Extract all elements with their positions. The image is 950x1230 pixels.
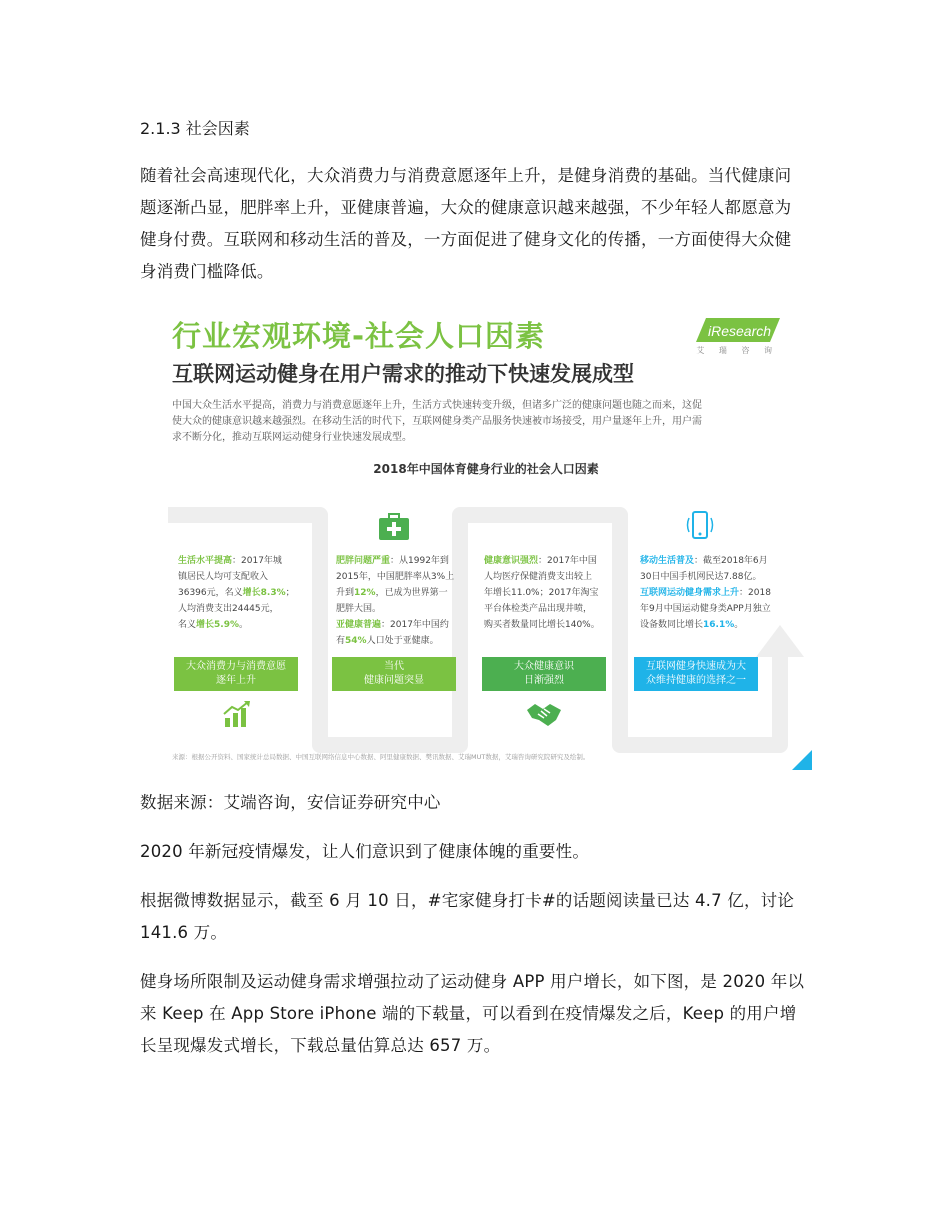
highlight-text: 增长5.9% (196, 620, 239, 630)
card-text-segment: 30日中国手机网民达7.88亿。 (640, 572, 762, 582)
card-line (336, 569, 466, 585)
text-line: 长呈现爆发式增长，下载总量估算总达 657 万。 (140, 1036, 501, 1055)
card-obesity (336, 553, 466, 649)
card-text-segment: ； (285, 588, 295, 598)
card-text-segment: 年9月中国运动健身类APP月独立 (640, 604, 771, 614)
card-line (178, 569, 308, 585)
corner-decoration (792, 750, 812, 770)
card-text-segment: 人口处于亚健康。 (366, 636, 439, 646)
card-text-segment: 36396元，名义 (178, 588, 243, 598)
card-text-segment: 有 (336, 636, 346, 646)
intro-line: 使大众的健康意识越来越强烈。在移动生活的时代下，互联网健身类产品服务快速被市场接受，用户量逐年上升，用户需 (172, 416, 702, 427)
text-line: 随着社会高速现代化，大众消费力与消费意愿逐年上升，是健身消费的基础。当代健康问 (140, 166, 792, 185)
card-line (640, 585, 790, 601)
paragraph-weibo (140, 885, 812, 949)
card-mobile-life (640, 553, 790, 633)
text-line: 来 Keep 在 App Store iPhone 端的下载量，可以看到在疫情爆发之后，Keep 的用户增 (140, 1004, 797, 1023)
label-health-issues (332, 657, 456, 691)
text-line: 题逐渐凸显，肥胖率上升，亚健康普遍，大众的健康意识越来越强，不少年轻人都愿意为 (140, 198, 792, 217)
card-text-segment: ：2017年城 (232, 556, 282, 566)
highlight-text: 互联网运动健身需求上升 (640, 588, 740, 598)
paragraph-pandemic: 2020 年新冠疫情爆发，让人们意识到了健康体魄的重要性。 (140, 842, 590, 861)
text-line: 身消费门槛降低。 (140, 262, 274, 281)
card-text-segment: ：2017年中国约 (381, 620, 449, 630)
intro-line: 中国大众生活水平提高，消费力与消费意愿逐年上升，生活方式快速转变升级，但诸多广泛的健康问题也随之而来，这促 (172, 400, 702, 411)
iresearch-logo (692, 316, 780, 344)
label-internet-fitness (634, 657, 758, 691)
card-text-segment: 人均医疗保健消费支出较上 (484, 572, 593, 582)
label-line: 逐年上升 (216, 675, 256, 686)
card-text-segment: 升到 (336, 588, 355, 598)
card-text-segment: 年增长11.0%；2017年淘宝 (484, 588, 599, 598)
card-line (178, 553, 308, 569)
card-line (484, 585, 614, 601)
card-line (484, 617, 614, 633)
card-line (336, 617, 466, 633)
label-line: 日渐强烈 (524, 675, 564, 686)
highlight-text: 54% (345, 636, 367, 646)
card-line (178, 617, 308, 633)
card-text-segment: 2015年，中国肥胖率从3%上 (336, 572, 455, 582)
intro-line: 求不断分化，推动互联网运动健身行业快速发展成型。 (172, 432, 412, 443)
text-line: 健身付费。互联网和移动生活的普及，一方面促进了健身文化的传播，一方面使得大众健 (140, 230, 792, 249)
label-line: 大众消费力与消费意愿 (186, 661, 286, 672)
card-line (484, 569, 614, 585)
highlight-text: 肥胖问题严重 (336, 556, 391, 566)
chart-title: 2018年中国体育健身行业的社会人口因素 (373, 462, 599, 476)
smartphone-icon (685, 510, 715, 544)
card-line (640, 553, 790, 569)
text-line: 根据微博数据显示，截至 6 月 10 日，#宅家健身打卡#的话题阅读量已达 4.7 亿，讨论 (140, 891, 795, 910)
highlight-text: 生活水平提高 (178, 556, 233, 566)
card-line (336, 601, 466, 617)
figure-title: 行业宏观环境-社会人口因素 (172, 319, 546, 353)
card-line (640, 617, 790, 633)
figure-subtitle: 互联网运动健身在用户需求的推动下快速发展成型 (172, 362, 634, 386)
card-text-segment: ，已成为世界第一 (375, 588, 448, 598)
figure-source: 来源：根据公开资料、国家统计总局数据、中国互联网络信息中心数据、阿里健康数据、樊讯数据、艾瑞MUT数据，艾瑞咨询研究院研究及绘制。 (172, 753, 590, 761)
card-text-segment: ：从1992年到 (390, 556, 449, 566)
highlight-text: 亚健康普遍 (336, 620, 382, 630)
card-text-segment: 人均消费支出24445元， (178, 604, 279, 614)
card-text-segment: ：截至2018年6月 (694, 556, 768, 566)
card-text-segment: 设备数同比增长 (640, 620, 704, 630)
paragraph-keep (140, 966, 812, 1062)
label-line: 互联网健身快速成为大 (646, 661, 746, 672)
card-health-awareness (484, 553, 614, 633)
label-line: 健康问题突显 (364, 675, 424, 686)
label-line: 大众健康意识 (514, 661, 574, 672)
card-text-segment: ：2017年中国 (538, 556, 597, 566)
highlight-text: 移动生活普及 (640, 556, 695, 566)
card-text-segment: 平台体检类产品出现井喷， (484, 604, 593, 614)
card-text-segment: 。 (238, 620, 248, 630)
text-line: 健身场所限制及运动健身需求增强拉动了运动健身 APP 用户增长，如下图，是 2020 年以 (140, 972, 805, 991)
card-line (640, 569, 790, 585)
highlight-text: 12% (354, 588, 376, 598)
card-line (336, 585, 466, 601)
card-text-segment: 镇居民人均可支配收入 (178, 572, 269, 582)
figure-caption: 数据来源：艾端咨询，安信证券研究中心 (140, 793, 441, 812)
card-line (484, 553, 614, 569)
label-health-awareness (482, 657, 606, 691)
card-text-segment: 。 (734, 620, 744, 630)
logo-chinese-text: 艾 瑞 咨 询 (696, 346, 778, 355)
handshake-icon (526, 700, 562, 728)
card-text-segment: ：2018 (739, 588, 771, 598)
card-text-segment: 肥胖大国。 (336, 604, 382, 614)
section-heading: 2.1.3 社会因素 (140, 119, 250, 138)
paragraph-social-factors (140, 160, 812, 288)
label-consumption-rise (174, 657, 298, 691)
card-line (336, 553, 466, 569)
highlight-text: 增长8.3% (242, 588, 286, 598)
card-line (484, 601, 614, 617)
card-text-segment: 购买者数量同比增长140%。 (484, 620, 600, 630)
highlight-text: 健康意识强烈 (484, 556, 539, 566)
card-living-standard (178, 553, 308, 633)
figure-intro (172, 398, 782, 446)
infographic-figure (160, 310, 812, 770)
card-line (336, 633, 466, 649)
growth-chart-icon (222, 700, 252, 728)
card-line (640, 601, 790, 617)
text-line: 141.6 万。 (140, 923, 228, 942)
label-line: 众维持健康的选择之一 (646, 675, 746, 686)
label-line: 当代 (384, 661, 404, 672)
medical-kit-icon (378, 513, 410, 541)
card-text-segment: 名义 (178, 620, 197, 630)
highlight-text: 16.1% (703, 620, 735, 630)
logo-text: iResearch (708, 323, 772, 339)
card-line (178, 585, 308, 601)
card-line (178, 601, 308, 617)
